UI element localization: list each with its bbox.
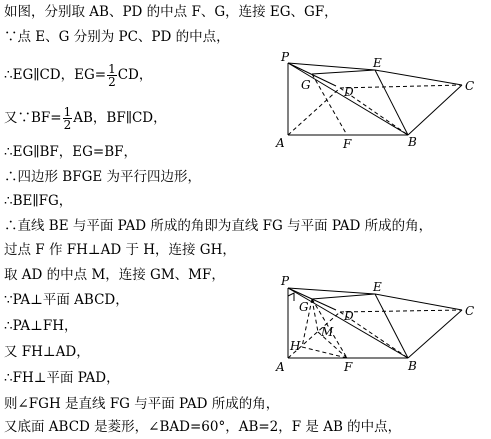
label-M: M <box>321 325 334 339</box>
text-line-13: 又 FH⊥AD， <box>4 344 90 360</box>
label-H: H <box>290 339 301 353</box>
fraction-numerator: 1 <box>63 105 72 119</box>
cd-text: CD， <box>117 67 153 83</box>
bf-text: 又∵BF= <box>4 110 62 126</box>
text-line-10: 取 AD 的中点 M，连接 GM、MF， <box>4 267 225 283</box>
label-C: C <box>465 304 475 318</box>
label-F: F <box>343 137 352 151</box>
label-D: D <box>344 85 354 99</box>
text-line-6: ∴四边形 BFGE 为平行四边形， <box>4 169 202 185</box>
text-line-15: 则∠FGH 是直线 FG 与平面 PAD 所成的角， <box>4 396 280 412</box>
label-F: F <box>344 360 353 374</box>
label-G: G <box>299 300 309 314</box>
label-C: C <box>465 79 475 93</box>
label-D: D <box>344 309 354 323</box>
label-G: G <box>301 78 311 92</box>
text-line-1: 如图，分别取 AB、PD 的中点 F、G，连接 EG、GF， <box>4 4 338 20</box>
label-P: P <box>281 274 290 288</box>
label-E: E <box>373 280 382 294</box>
text-line-2: ∵点 E、G 分别为 PC、PD 的中点， <box>4 29 230 45</box>
text-line-12: ∴PA⊥FH， <box>4 318 78 334</box>
edge-EC <box>375 294 462 310</box>
edge-GE <box>312 294 375 299</box>
text-line-7: ∴BE∥FG， <box>4 193 73 209</box>
text-line-9: 过点 F 作 FH⊥AD 于 H，连接 GH， <box>4 242 236 258</box>
label-B: B <box>408 359 417 373</box>
right-angle-mark-A <box>288 293 294 301</box>
text-line-11: ∵PA⊥平面 ABCD， <box>4 292 129 308</box>
label-A: A <box>276 136 285 150</box>
fraction-numerator: 1 <box>108 62 116 76</box>
fraction-denominator: 2 <box>108 75 116 89</box>
text-line-14: ∴FH⊥平面 PAD， <box>4 370 120 386</box>
eg-parallel-cd-text: ∴EG∥CD，EG= <box>4 67 107 83</box>
label-B: B <box>408 135 417 149</box>
label-A: A <box>276 360 285 374</box>
fraction-denominator: 2 <box>63 118 72 132</box>
text-line-5: ∴EG∥BF，EG=BF， <box>4 144 137 160</box>
text-line-8: ∴直线 BE 与平面 PAD 所成的角即为直线 FG 与平面 PAD 所成的角， <box>4 218 433 234</box>
text-line-16: 又底面 ABCD 是菱形，∠BAD=60°，AB=2，F 是 AB 的中点， <box>4 419 402 435</box>
ab-text: AB，BF∥CD， <box>73 110 167 126</box>
label-P: P <box>281 50 290 64</box>
edge-BC <box>408 310 462 358</box>
edge-PE <box>288 288 375 294</box>
edge-DC <box>340 310 462 312</box>
label-E: E <box>373 56 382 70</box>
